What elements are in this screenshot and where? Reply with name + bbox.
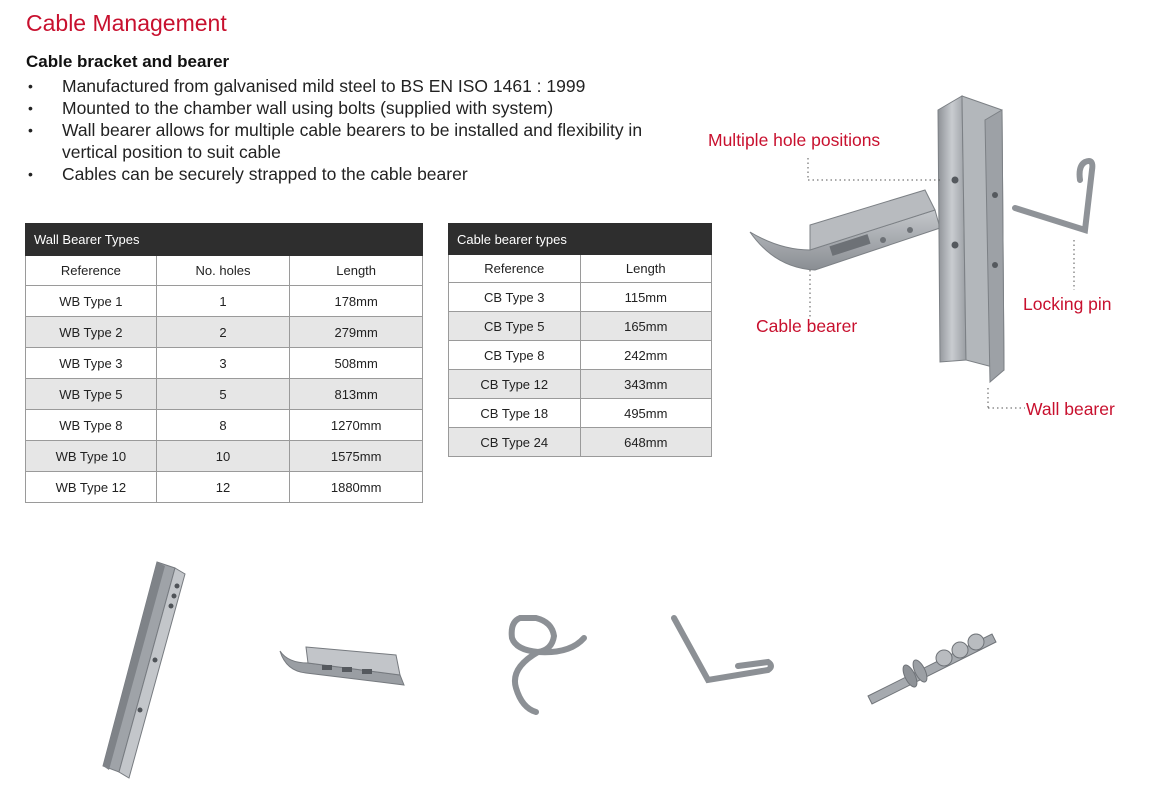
table-cell: 165mm [580,312,711,341]
column-header: Reference [26,256,157,286]
table-cell: CB Type 3 [449,283,581,312]
wall-bearer-table [25,223,423,503]
table-row [26,472,423,503]
wall-bearer-channel-illustration [95,560,195,780]
table-cell: CB Type 24 [449,428,581,457]
cable-bearer-part [750,190,940,270]
feature-item: • Cables can be securely strapped to the cable bearer [26,163,706,185]
table-row [449,428,712,457]
table-cell: 1 [156,286,290,317]
table-row [26,441,423,472]
table-row [26,379,423,410]
table-cell: CB Type 18 [449,399,581,428]
column-header: Length [290,256,423,286]
table-cell: 8 [156,410,290,441]
column-header: Length [580,255,711,283]
table-row [449,283,712,312]
table-cell: WB Type 5 [26,379,157,410]
table-cell: 5 [156,379,290,410]
locking-clip-illustration [500,608,590,718]
table-cell: 813mm [290,379,423,410]
table-cell: 279mm [290,317,423,348]
table-cell: 1575mm [290,441,423,472]
table-cell: CB Type 12 [449,370,581,399]
table-cell: 1270mm [290,410,423,441]
table-cell: 3 [156,348,290,379]
page-title: Cable Management [26,10,227,36]
table-cell: 242mm [580,341,711,370]
feature-item: • Mounted to the chamber wall using bolts (supplied with system) [26,97,706,119]
column-header: No. holes [156,256,290,286]
table-cell: 115mm [580,283,711,312]
table-cell: 178mm [290,286,423,317]
table-cell: WB Type 12 [26,472,157,503]
callout-locking-pin: Locking pin [1023,294,1112,314]
table-cell: WB Type 8 [26,410,157,441]
table-row [26,348,423,379]
callout-wall-bearer: Wall bearer [1026,399,1115,419]
table-cell: WB Type 3 [26,348,157,379]
table-cell: 343mm [580,370,711,399]
cable-bearer-tray-illustration [278,633,408,693]
table-row [26,286,423,317]
table-cell: WB Type 1 [26,286,157,317]
table-cell: CB Type 8 [449,341,581,370]
table-cell: 495mm [580,399,711,428]
table-row [449,399,712,428]
table-row [26,317,423,348]
table-cell: 10 [156,441,290,472]
feature-list [26,75,706,185]
locking-pin-part [1015,161,1092,230]
table-cell: WB Type 10 [26,441,157,472]
feature-item: • Manufactured from galvanised mild steel to BS EN ISO 1461 : 1999 [26,75,706,97]
table-cell: 508mm [290,348,423,379]
table-cell: 648mm [580,428,711,457]
column-header: Reference [449,255,581,283]
section-title: Cable bracket and bearer [26,52,230,71]
callout-cable-bearer: Cable bearer [756,316,858,336]
callout-hole-positions: Multiple hole positions [708,130,881,150]
table-title: Wall Bearer Types [26,224,423,256]
table-cell: 12 [156,472,290,503]
table-row [449,312,712,341]
table-row [449,370,712,399]
table-row [26,410,423,441]
table-cell: WB Type 2 [26,317,157,348]
cable-bearer-table [448,223,712,457]
anchor-bolt-illustration [862,618,1002,708]
feature-item: • Wall bearer allows for multiple cable bearers to be installed and flexibility in vertical position to suit cable [26,119,672,163]
locking-pin-illustration [668,612,778,692]
wall-bearer-part [938,96,1004,382]
table-title: Cable bearer types [449,224,712,255]
table-row [449,341,712,370]
table-cell: 1880mm [290,472,423,503]
table-cell: 2 [156,317,290,348]
table-cell: CB Type 5 [449,312,581,341]
